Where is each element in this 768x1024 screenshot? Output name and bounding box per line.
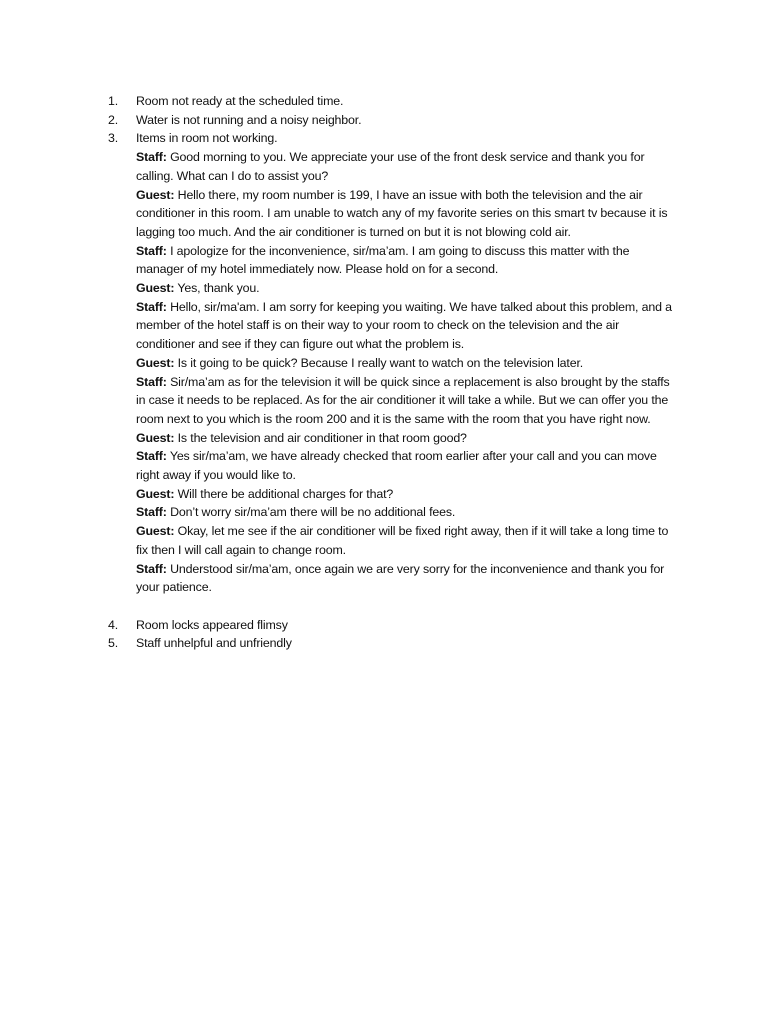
speaker-label: Guest: bbox=[136, 486, 175, 501]
speaker-label: Staff: bbox=[136, 505, 167, 520]
dialogue-turn bbox=[136, 148, 678, 185]
speaker-label: Guest: bbox=[136, 430, 175, 445]
dialogue-text: Yes, thank you. bbox=[177, 281, 260, 296]
list-marker: 5. bbox=[108, 636, 119, 651]
speaker-label: Guest: bbox=[136, 524, 175, 539]
list-item bbox=[108, 634, 678, 653]
dialogue-turn bbox=[136, 373, 678, 429]
dialogue-text: Good morning to you. We appreciate your use of the front desk service and thank you for calling. What can I do to assist you? bbox=[136, 150, 645, 183]
list-item bbox=[108, 92, 678, 111]
dialogue-text: Sir/ma’am as for the television it will be quick since a replacement is also brought by the staffs in case it needs to be replaced. As for the air conditioner it will take a while. But we can offer you the room next to you which is the room 200 and it is the same with the room that you have right now. bbox=[136, 374, 670, 426]
dialogue-turn bbox=[136, 298, 678, 354]
dialogue-text: Hello, sir/ma'am. I am sorry for keeping you waiting. We have talked about this problem, and a member of the hotel staff is on their way to your room to check on the television and the air conditioner and see if they can figure out what the problem is. bbox=[136, 299, 672, 352]
speaker-label: Staff: bbox=[136, 561, 167, 576]
list-item-text: Room not ready at the scheduled time. bbox=[136, 94, 344, 108]
list-item bbox=[108, 616, 678, 635]
dialogue-turn bbox=[136, 279, 678, 298]
dialogue-text: Yes sir/ma’am, we have already checked that room earlier after your call and you can move right away if you would like to. bbox=[136, 449, 657, 483]
list-marker: 4. bbox=[108, 617, 119, 632]
dialogue-text: Is it going to be quick? Because I really want to watch on the television later. bbox=[177, 355, 584, 370]
list-item-text: Room locks appeared flimsy bbox=[136, 617, 288, 632]
dialogue-turn bbox=[136, 447, 678, 484]
dialogue-text: Understood sir/ma’am, once again we are very sorry for the inconvenience and thank you for your patience. bbox=[136, 561, 665, 595]
list-marker: 2. bbox=[108, 112, 119, 127]
dialogue-turn bbox=[136, 522, 678, 559]
dialogue-text: Don’t worry sir/ma’am there will be no additional fees. bbox=[170, 505, 456, 520]
list-item-text: Water is not running and a noisy neighbor. bbox=[136, 112, 362, 127]
dialogue-block bbox=[136, 148, 678, 597]
dialogue-turn bbox=[136, 242, 678, 279]
list-item bbox=[108, 111, 678, 130]
speaker-label: Guest: bbox=[136, 281, 175, 296]
dialogue-text: Okay, let me see if the air conditioner will be fixed right away, then if it will take a long time to fix then I will call again to change room. bbox=[136, 524, 669, 557]
dialogue-text: I apologize for the inconvenience, sir/ma’am. I am going to discuss this matter with the manager of my hotel immediately now. Please hold on for a second. bbox=[136, 243, 630, 277]
speaker-label: Guest: bbox=[136, 187, 175, 202]
list-marker: 1. bbox=[108, 94, 119, 108]
speaker-label: Staff: bbox=[136, 150, 167, 165]
speaker-label: Guest: bbox=[136, 355, 175, 370]
speaker-label: Staff: bbox=[136, 243, 167, 258]
speaker-label: Staff: bbox=[136, 374, 167, 389]
dialogue-turn bbox=[136, 503, 678, 522]
paragraph-gap bbox=[136, 597, 678, 616]
dialogue-text: Hello there, my room number is 199, I have an issue with both the television and the air conditioner in this room. I am unable to watch any of my favorite series on this smart tv because it is lagging too much. And the air conditioner is turned on but it is not blowing cold air. bbox=[136, 187, 668, 239]
dialogue-text: Will there be additional charges for that? bbox=[177, 486, 394, 501]
speaker-label: Staff: bbox=[136, 449, 167, 464]
dialogue-turn bbox=[136, 354, 678, 373]
complaint-list bbox=[108, 92, 678, 653]
dialogue-turn bbox=[136, 186, 678, 242]
list-item-text: Staff unhelpful and unfriendly bbox=[136, 636, 292, 651]
list-item-text: Items in room not working. bbox=[136, 131, 278, 146]
dialogue-text: Is the television and air conditioner in that room good? bbox=[177, 430, 467, 445]
list-marker: 3. bbox=[108, 131, 119, 146]
dialogue-turn bbox=[136, 485, 678, 504]
dialogue-turn bbox=[136, 429, 678, 448]
dialogue-turn bbox=[136, 560, 678, 597]
list-item bbox=[108, 129, 678, 615]
speaker-label: Staff: bbox=[136, 299, 167, 314]
